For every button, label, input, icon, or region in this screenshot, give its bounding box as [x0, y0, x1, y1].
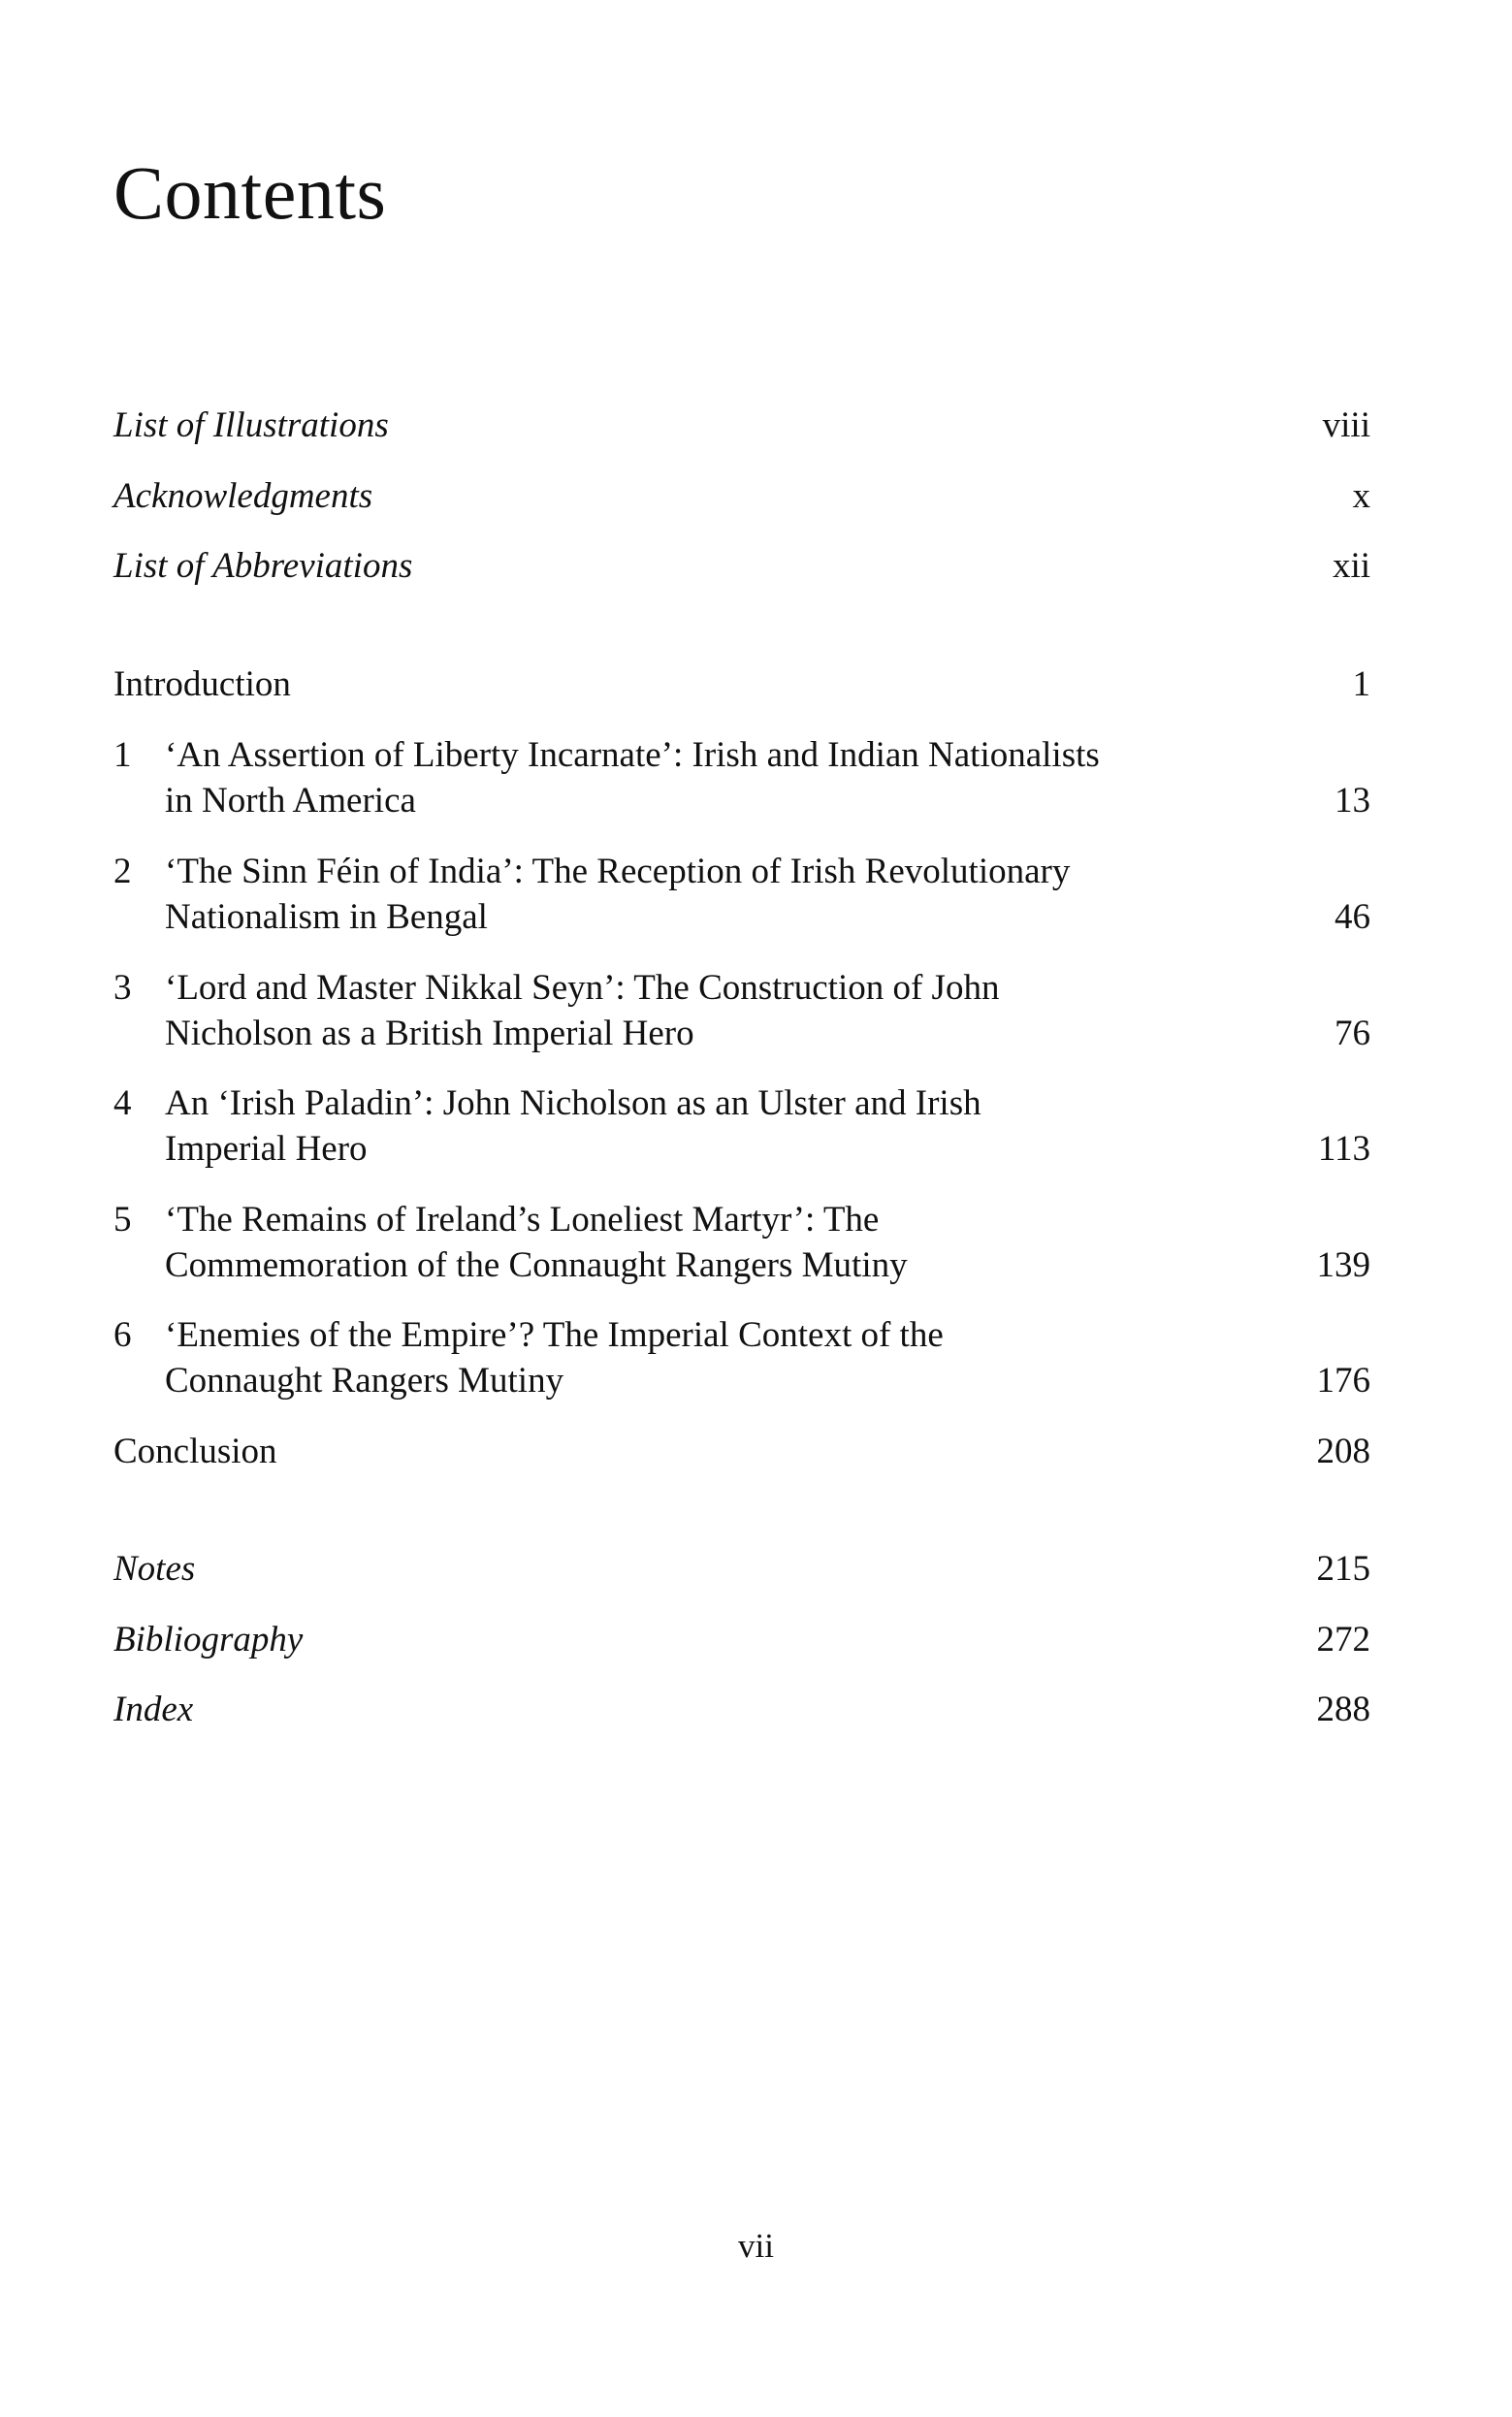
toc-entry-page: 76 — [1335, 1014, 1370, 1053]
chapter-title-line-1: ‘An Assertion of Liberty Incarnate’: Irish and Indian Nationalists — [165, 735, 1100, 775]
chapter-title-line-1: ‘The Remains of Ireland’s Loneliest Martyr’: The — [165, 1200, 880, 1240]
toc-entry-page: 176 — [1316, 1361, 1370, 1401]
toc-entry-page: 46 — [1335, 897, 1370, 937]
chapter-title-line-1: An ‘Irish Paladin’: John Nicholson as an Ulster and Irish — [165, 1083, 981, 1123]
toc-entry-page: 208 — [1316, 1432, 1370, 1471]
chapter-title-line-1: ‘The Sinn Féin of India’: The Reception of Irish Revolutionary — [165, 852, 1071, 891]
chapter-title-line-2: Nationalism in Bengal — [165, 897, 488, 937]
chapter-number: 1 — [113, 735, 132, 775]
page-title: Contents — [113, 150, 387, 235]
chapter-title-line-2: in North America — [165, 781, 416, 821]
chapter-number: 5 — [113, 1200, 132, 1240]
toc-entry-page: 13 — [1335, 781, 1370, 821]
chapter-title-line-2: Connaught Rangers Mutiny — [165, 1361, 564, 1401]
chapter-number: 3 — [113, 968, 132, 1008]
toc-entry-acknowledgments[interactable] — [113, 473, 1370, 519]
chapter-number: 2 — [113, 852, 132, 891]
toc-entry-title: Conclusion — [113, 1432, 277, 1471]
toc-entry-page: x — [1352, 476, 1370, 516]
toc-entry-title — [165, 1080, 1261, 1172]
toc-entry-chapter-2[interactable] — [113, 849, 1370, 940]
toc-entry-page: 288 — [1316, 1690, 1370, 1729]
toc-entry-title: Acknowledgments — [113, 476, 373, 516]
toc-entry-page: 1 — [1352, 664, 1370, 704]
chapter-title-line-2: Nicholson as a British Imperial Hero — [165, 1014, 694, 1053]
toc-entry-chapter-6[interactable] — [113, 1312, 1370, 1403]
chapter-title-line-1: ‘Enemies of the Empire’? The Imperial Context of the — [165, 1315, 944, 1355]
toc-entry-title: Index — [113, 1690, 194, 1729]
toc-entry-introduction[interactable] — [113, 661, 1370, 707]
toc-entry-page: 139 — [1316, 1245, 1370, 1285]
chapter-title-line-2: Commemoration of the Connaught Rangers Mutiny — [165, 1245, 908, 1285]
toc-entry-list-of-illustrations[interactable] — [113, 403, 1370, 448]
toc-entry-chapter-1[interactable] — [113, 732, 1370, 823]
toc-entry-title — [165, 965, 1261, 1056]
toc-entry-conclusion[interactable] — [113, 1429, 1370, 1474]
toc-entry-title: Bibliography — [113, 1620, 304, 1660]
toc-entry-title: Introduction — [113, 664, 291, 704]
toc-entry-chapter-3[interactable] — [113, 965, 1370, 1056]
toc-entry-page: xii — [1332, 546, 1370, 586]
chapter-title-line-1: ‘Lord and Master Nikkal Seyn’: The Construction of John — [165, 968, 1000, 1008]
toc-entry-list-of-abbreviations[interactable] — [113, 543, 1370, 589]
toc-entry-page: 215 — [1316, 1549, 1370, 1589]
chapter-number: 6 — [113, 1315, 132, 1355]
toc-entry-chapter-5[interactable] — [113, 1197, 1370, 1288]
toc-entry-title: Notes — [113, 1549, 196, 1589]
toc-entry-title — [165, 1312, 1261, 1403]
chapter-number: 4 — [113, 1083, 132, 1123]
toc-entry-title — [165, 1197, 1261, 1288]
toc-entry-page: viii — [1322, 405, 1370, 445]
toc-entry-bibliography[interactable] — [113, 1617, 1370, 1662]
toc-entry-title — [165, 849, 1261, 940]
toc-entry-page: 113 — [1317, 1129, 1370, 1169]
toc-entry-title: List of Illustrations — [113, 405, 389, 445]
page-number-folio: vii — [738, 2227, 774, 2265]
toc-entry-index[interactable] — [113, 1687, 1370, 1732]
toc-entry-page: 272 — [1316, 1620, 1370, 1660]
toc-entry-title: List of Abbreviations — [113, 546, 413, 586]
toc-entry-title — [165, 732, 1261, 823]
toc-entry-notes[interactable] — [113, 1546, 1370, 1592]
toc-entry-chapter-4[interactable] — [113, 1080, 1370, 1172]
chapter-title-line-2: Imperial Hero — [165, 1129, 368, 1169]
